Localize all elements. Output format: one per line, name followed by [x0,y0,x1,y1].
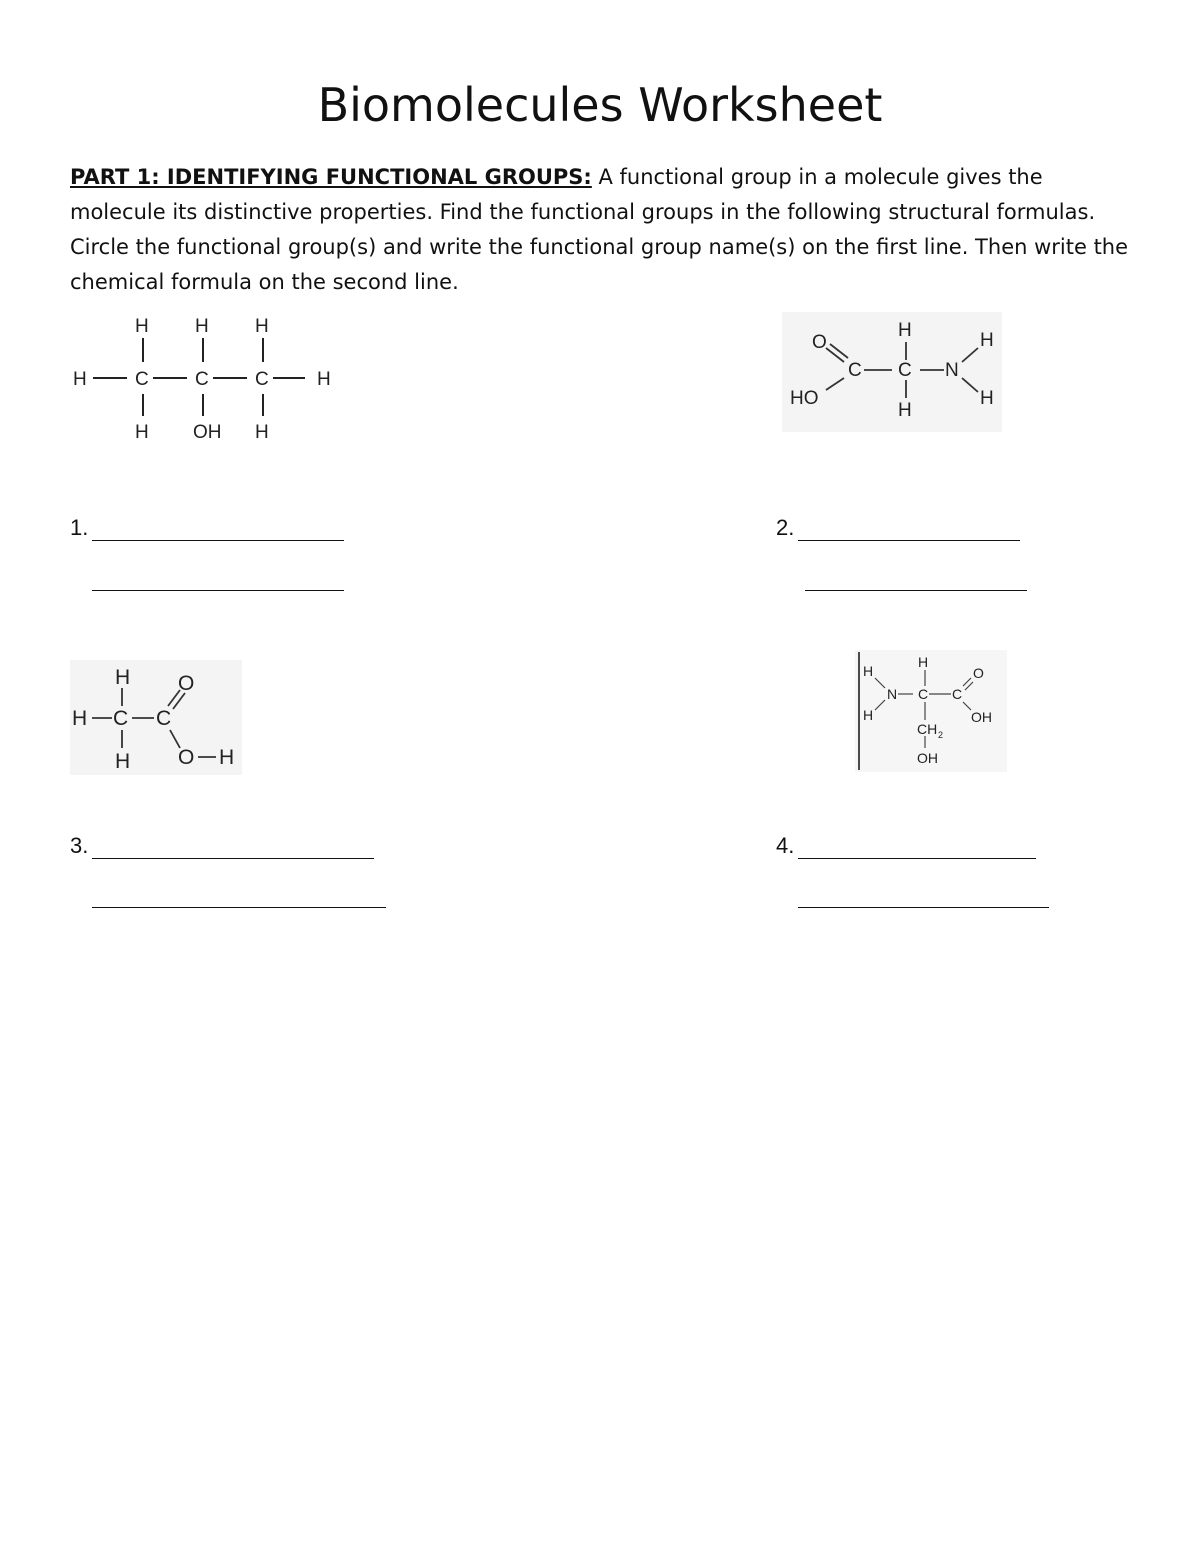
atom-label: C [848,360,862,381]
atom-label: H [135,316,149,337]
molecule-1-diagram [65,310,355,450]
atom-label: H [317,369,331,390]
answer-1-line-1[interactable] [92,516,344,541]
part-label: PART 1: IDENTIFYING FUNCTIONAL GROUPS: [70,165,592,189]
atom-label: H [195,316,209,337]
molecule-2-diagram [782,312,1002,432]
atom-label: H [863,707,874,723]
atom-label: C [255,369,269,390]
atom-label: CH [917,721,938,737]
atom-label: O [178,672,195,695]
answer-3-line-2[interactable] [92,906,386,908]
atom-label: H [115,750,131,773]
atom-label: H [72,707,88,730]
atom-label: N [945,360,959,381]
atom-label: H [255,316,269,337]
atom-label: H [980,388,994,409]
atom-label: C [113,707,129,730]
molecule-3-diagram [70,660,242,775]
question-number: 4. [776,833,795,858]
atom-label: HO [790,388,819,409]
atom-label: C [918,686,929,702]
atom-label: H [898,320,912,341]
page-title: Biomolecules Worksheet [317,78,883,132]
answer-1-line-2[interactable] [92,589,344,591]
atom-label: OH [917,750,938,766]
answer-2-line-1[interactable] [798,516,1020,541]
answer-3-line-1[interactable] [92,834,374,859]
atom-label: N [887,686,898,702]
atom-label: O [812,332,827,353]
atom-label: OH [971,709,992,725]
molecule-4-svg [855,650,1007,772]
answer-3-row [70,833,374,859]
answer-2-row [776,515,1020,541]
atom-label: O [178,746,195,769]
atom-label: C [952,686,963,702]
molecule-2-svg [782,312,1002,432]
atom-label: H [255,422,269,443]
atom-label: H [115,666,131,689]
question-number: 3. [70,833,89,858]
molecule-3-svg [70,660,242,775]
instructions-text: A functional group in a molecule gives the molecule its distinctive properties. Find the functional groups in the following structural formulas. Circle the functional group(s) and write the functional group name(s) on the first line. Then write the chemical formula on the second line. [70,165,1129,294]
atom-label: C [156,707,172,730]
answer-4-line-2[interactable] [798,906,1049,908]
atom-label: H [219,746,235,769]
answer-4-line-1[interactable] [798,834,1036,859]
molecule-1-svg [65,310,355,450]
atom-label: C [195,369,209,390]
atom-subscript: 2 [938,730,944,740]
atom-label: OH [193,422,222,443]
atom-label: C [135,369,149,390]
atom-label: H [980,330,994,351]
question-number: 1. [70,515,89,540]
atom-label: C [898,360,912,381]
atom-label: H [73,369,87,390]
answer-1-row [70,515,344,541]
instructions-paragraph [70,160,1140,300]
atom-label: H [863,663,874,679]
answer-4-row [776,833,1036,859]
atom-label: H [135,422,149,443]
atom-label: H [918,654,929,670]
answer-2-line-2[interactable] [805,589,1027,591]
atom-label: H [898,400,912,421]
molecule-4-diagram [855,650,1007,772]
atom-label: O [973,665,984,681]
question-number: 2. [776,515,795,540]
